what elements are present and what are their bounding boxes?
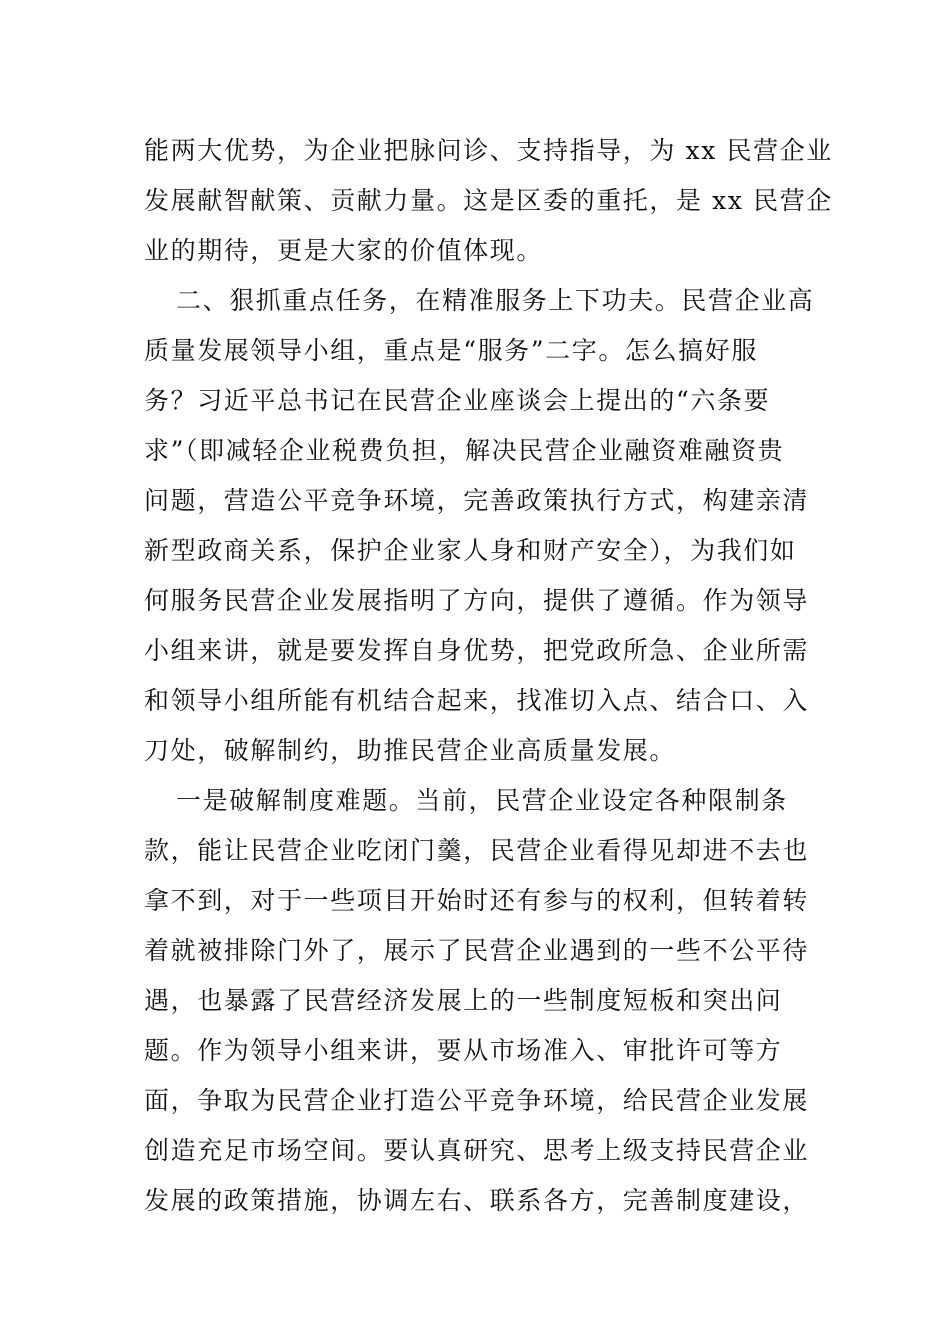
text-line-5: 质量发展领导小组，重点是“服务”二字。怎么搞好服: [144, 336, 758, 365]
text-line-16: 拿不到，对于一些项目开始时还有参与的权利，但转着转: [144, 886, 810, 915]
text-line-3: 业的期待，更是大家的价值体现。: [144, 236, 544, 265]
paragraph-2-line-1: 二、狠抓重点任务，在精准服务上下功夫。民营企业高: [176, 286, 815, 315]
text-line-8: 问题，营造公平竞争环境，完善政策执行方式，构建亲清: [144, 486, 810, 515]
text-line-21: 创造充足市场空间。要认真研究、思考上级支持民营企业: [144, 1136, 810, 1165]
text-line-12: 和领导小组所能有机结合起来，找准切入点、结合口、入: [144, 686, 810, 715]
text-line-15: 款，能让民营企业吃闭门羹，民营企业看得见却进不去也: [144, 836, 810, 865]
text-line-6: 务？习近平总书记在民营企业座谈会上提出的“六条要: [144, 386, 771, 415]
text-line-20: 面，争取为民营企业打造公平竞争环境，给民营企业发展: [144, 1086, 810, 1115]
text-line-18: 遇，也暴露了民营经济发展上的一些制度短板和突出问: [144, 986, 783, 1015]
text-line-19: 题。作为领导小组来讲，要从市场准入、审批许可等方: [144, 1036, 783, 1065]
text-line-10: 何服务民营企业发展指明了方向，提供了遵循。作为领导: [144, 586, 810, 615]
text-line-17: 着就被排除门外了，展示了民营企业遇到的一些不公平待: [144, 936, 810, 965]
text-line-13: 刀处，破解制约，助推民营企业高质量发展。: [144, 736, 677, 765]
text-line-2: 发展献智献策、贡献力量。这是区委的重托，是 xx 民营企: [144, 186, 833, 215]
text-line-22: 发展的政策措施，协调左右、联系各方，完善制度建设，: [144, 1186, 810, 1215]
text-line-9: 新型政商关系，保护企业家人身和财产安全），为我们如: [144, 536, 797, 565]
text-line-1: 能两大优势，为企业把脉问诊、支持指导，为 xx 民营企业: [144, 136, 833, 165]
text-line-11: 小组来讲，就是要发挥自身优势，把党政所急、企业所需: [144, 636, 810, 665]
paragraph-3-line-1: 一是破解制度难题。当前，民营企业设定各种限制条: [176, 786, 788, 815]
text-line-7: 求”（即减轻企业税费负担，解决民营企业融资难融资贵: [144, 436, 785, 465]
